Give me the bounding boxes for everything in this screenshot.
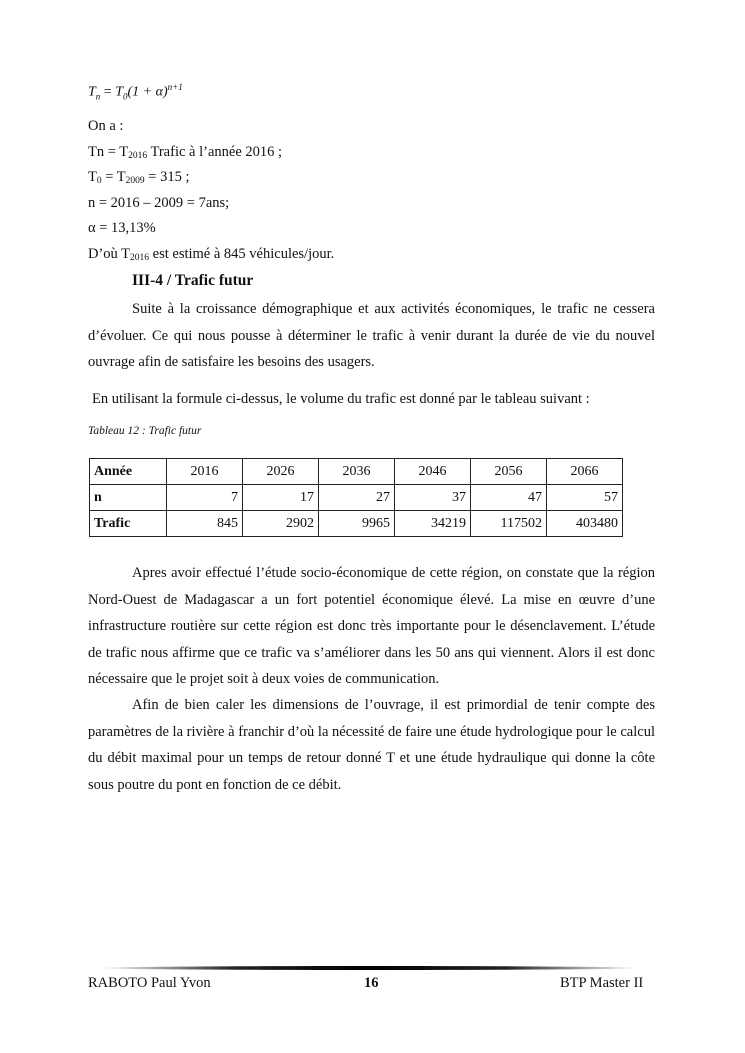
trafic-cell: 9965 [319, 511, 395, 537]
traffic-table [89, 458, 623, 537]
n-cell: 7 [167, 485, 243, 511]
table-caption: Tableau 12 : Trafic futur [88, 425, 202, 437]
footer-author: RABOTO Paul Yvon [88, 975, 211, 991]
table-row [90, 511, 623, 537]
definition-t0: $T_0 = T_{2009} = 315$ ; [88, 169, 190, 186]
row-header: Année [90, 459, 167, 485]
n-cell: 57 [547, 485, 623, 511]
n-cell: 37 [395, 485, 471, 511]
year-cell: 2026 [243, 459, 319, 485]
row-header: Trafic [90, 511, 167, 537]
footer-program: BTP Master II [560, 975, 644, 991]
paragraph-intro: Suite à la croissance démographique et aux activités économiques, le trafic ne cessera d’évoluer. Ce qui nous pousse à déterminer le trafic à venir durant la durée de vie du nouvel ouvrage afin de satisfaire les besoins des usagers. [88, 301, 655, 370]
year-cell: 2066 [547, 459, 623, 485]
on-a-label: On a : [88, 118, 124, 134]
year-cell: 2046 [395, 459, 471, 485]
paragraph-hydrology: Afin de bien caler les dimensions de l’ouvrage, il est primordial de tenir compte des paramètres de la rivière à franchir d’où la nécessité de faire une étude hydrologique pour le calcul du débit maximal pour un temps de retour donné T et une étude hydraulique qui donne la côte sous poutre du pont en fonction de ce débit. [88, 697, 655, 793]
year-cell: 2056 [471, 459, 547, 485]
row-header: n [90, 485, 167, 511]
paragraph-table-intro: En utilisant la formule ci-dessus, le volume du trafic est donné par le tableau suivant : [92, 391, 590, 407]
n-cell: 27 [319, 485, 395, 511]
footer-divider [100, 966, 640, 970]
n-cell: 47 [471, 485, 547, 511]
n-cell: 17 [243, 485, 319, 511]
page-number: 16 [364, 975, 379, 991]
trafic-cell: 845 [167, 511, 243, 537]
year-cell: 2016 [167, 459, 243, 485]
section-heading: III-4 / Trafic futur [132, 272, 254, 289]
formula: $T_n = T_0(1 + \alpha)^{n+1}$ [88, 82, 183, 102]
table-row [90, 485, 623, 511]
result-t2016: D’où $T_{2016}$ est estimé à 845 véhicules/jour. [88, 246, 335, 263]
year-cell: 2036 [319, 459, 395, 485]
definition-alpha: α = 13,13% [88, 220, 156, 236]
paragraph-socio-economic: Apres avoir effectué l’étude socio-économique de cette région, on constate que la région Nord-Ouest de Madagascar a un fort potentiel économique élevé. La mise en œuvre d’une infrastructure routière sur cette région est donc très importante pour le désenclavement. L’étude de trafic nous affirme que ce trafic va s’améliorer dans les 50 ans qui viennent. Alors il est donc nécessaire que le projet soit à deux voies de communication. [88, 565, 655, 687]
trafic-cell: 403480 [547, 511, 623, 537]
trafic-cell: 117502 [471, 511, 547, 537]
table-row [90, 459, 623, 485]
trafic-cell: 34219 [395, 511, 471, 537]
definition-tn: $Tn = T_{2016}$ Trafic à l’année 2016 ; [88, 144, 283, 161]
definition-n: n = 2016 – 2009 = 7ans; [88, 195, 230, 211]
trafic-cell: 2902 [243, 511, 319, 537]
